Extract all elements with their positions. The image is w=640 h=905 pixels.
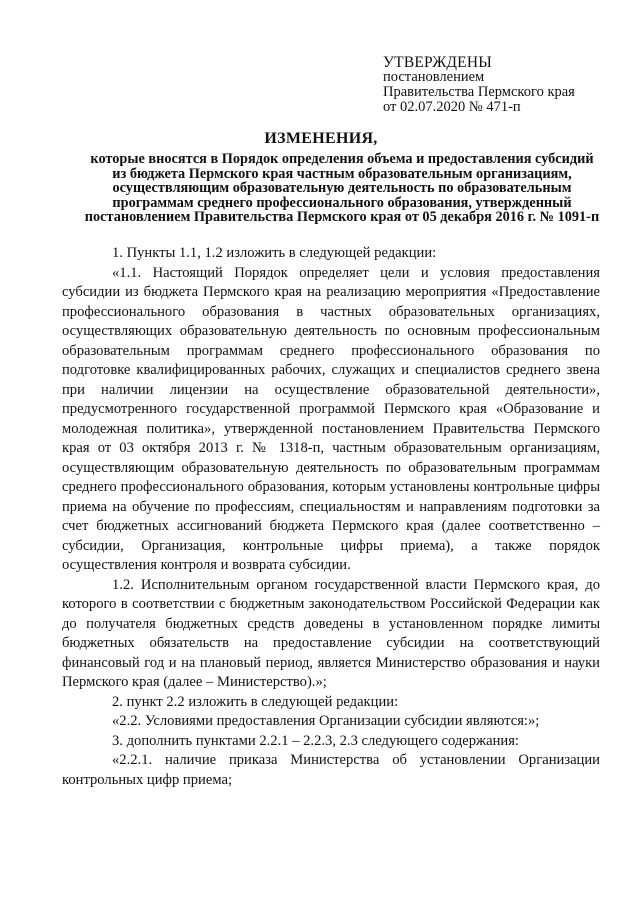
paragraph-clause-1-2: 1.2. Исполнительным органом государственной власти Пермского края, до которого в соответствии с бюджетным законодательством Российской Федерации как до получателя бюджетных средств доведены в установленном порядке лимиты бюджетных обязательств на предоставление субсидии на соответствующий финансовый год и на плановый период, является Министерство образования и науки Пермского края (далее – Министерство).»; (62, 576, 600, 690)
approval-stamp-block (383, 55, 613, 115)
paragraph-clause-2-2: «2.2. Условиями предоставления Организации субсидии являются:»; (112, 713, 540, 729)
document-body (62, 244, 600, 790)
approval-line-2: Правительства Пермского края (383, 84, 575, 100)
approval-line-3: от 02.07.2020 № 471-п (383, 99, 521, 115)
paragraph-item-1: 1. Пункты 1.1, 1.2 изложить в следующей редакции: (112, 245, 437, 261)
approval-line-1: постановлением (383, 69, 485, 85)
paragraph-item-2: 2. пункт 2.2 изложить в следующей редакции: (112, 693, 399, 710)
paragraph-item-3: 3. дополнить пунктами 2.2.1 – 2.2.3, 2.3 следующего содержания: (112, 732, 519, 749)
paragraph-clause-2-2-1: «2.2.1. наличие приказа Министерства об установлении Организации контрольных цифр приема; (62, 752, 600, 788)
paragraph-clause-1-1: «1.1. Настоящий Порядок определяет цели и условия предоставления субсидии из бюджета Пермского края на реализацию мероприятия «Предоставление профессионального образования в частных образовательных организациях, осуществляющих образовательную деятельность по основным профессиональным образовательным программам среднего профессионального образования по подготовке квалифицированных рабочих, служащих и специалистов среднего звена при наличии лицензии на осуществление образовательной деятельности», предусмотренного государственной программой Пермского края «Образование и молодежная политика», утвержденной постановлением Правительства Пермского края от 03 октября 2013 г. № 1318-п, частным образовательным организациям, осуществляющим образовательную деятельность по образовательным программам среднего профессионального образования, которым установлены контрольные цифры приема на обучение по профессиям, специальностям и направлениям подготовки за счет бюджетных ассигнований бюджета Пермского края (далее соответственно – субсидии, Организация, контрольные цифры приема), а также порядок осуществления контроля и возврата субсидии. (62, 264, 600, 573)
approval-heading: УТВЕРЖДЕНЫ (383, 54, 492, 71)
document-subtitle: которые вносятся в Порядок определения объема и предоставления субсидий из бюджета Пермского края частным образовательным организациям, осуществляющим образовательную деятельность по образовательным программам среднего профессионального образования, утвержденный постановлением Правительства Пермского края от 05 декабря 2016 г. № 1091-п (84, 151, 600, 225)
document-title: ИЗМЕНЕНИЯ, (264, 130, 378, 147)
